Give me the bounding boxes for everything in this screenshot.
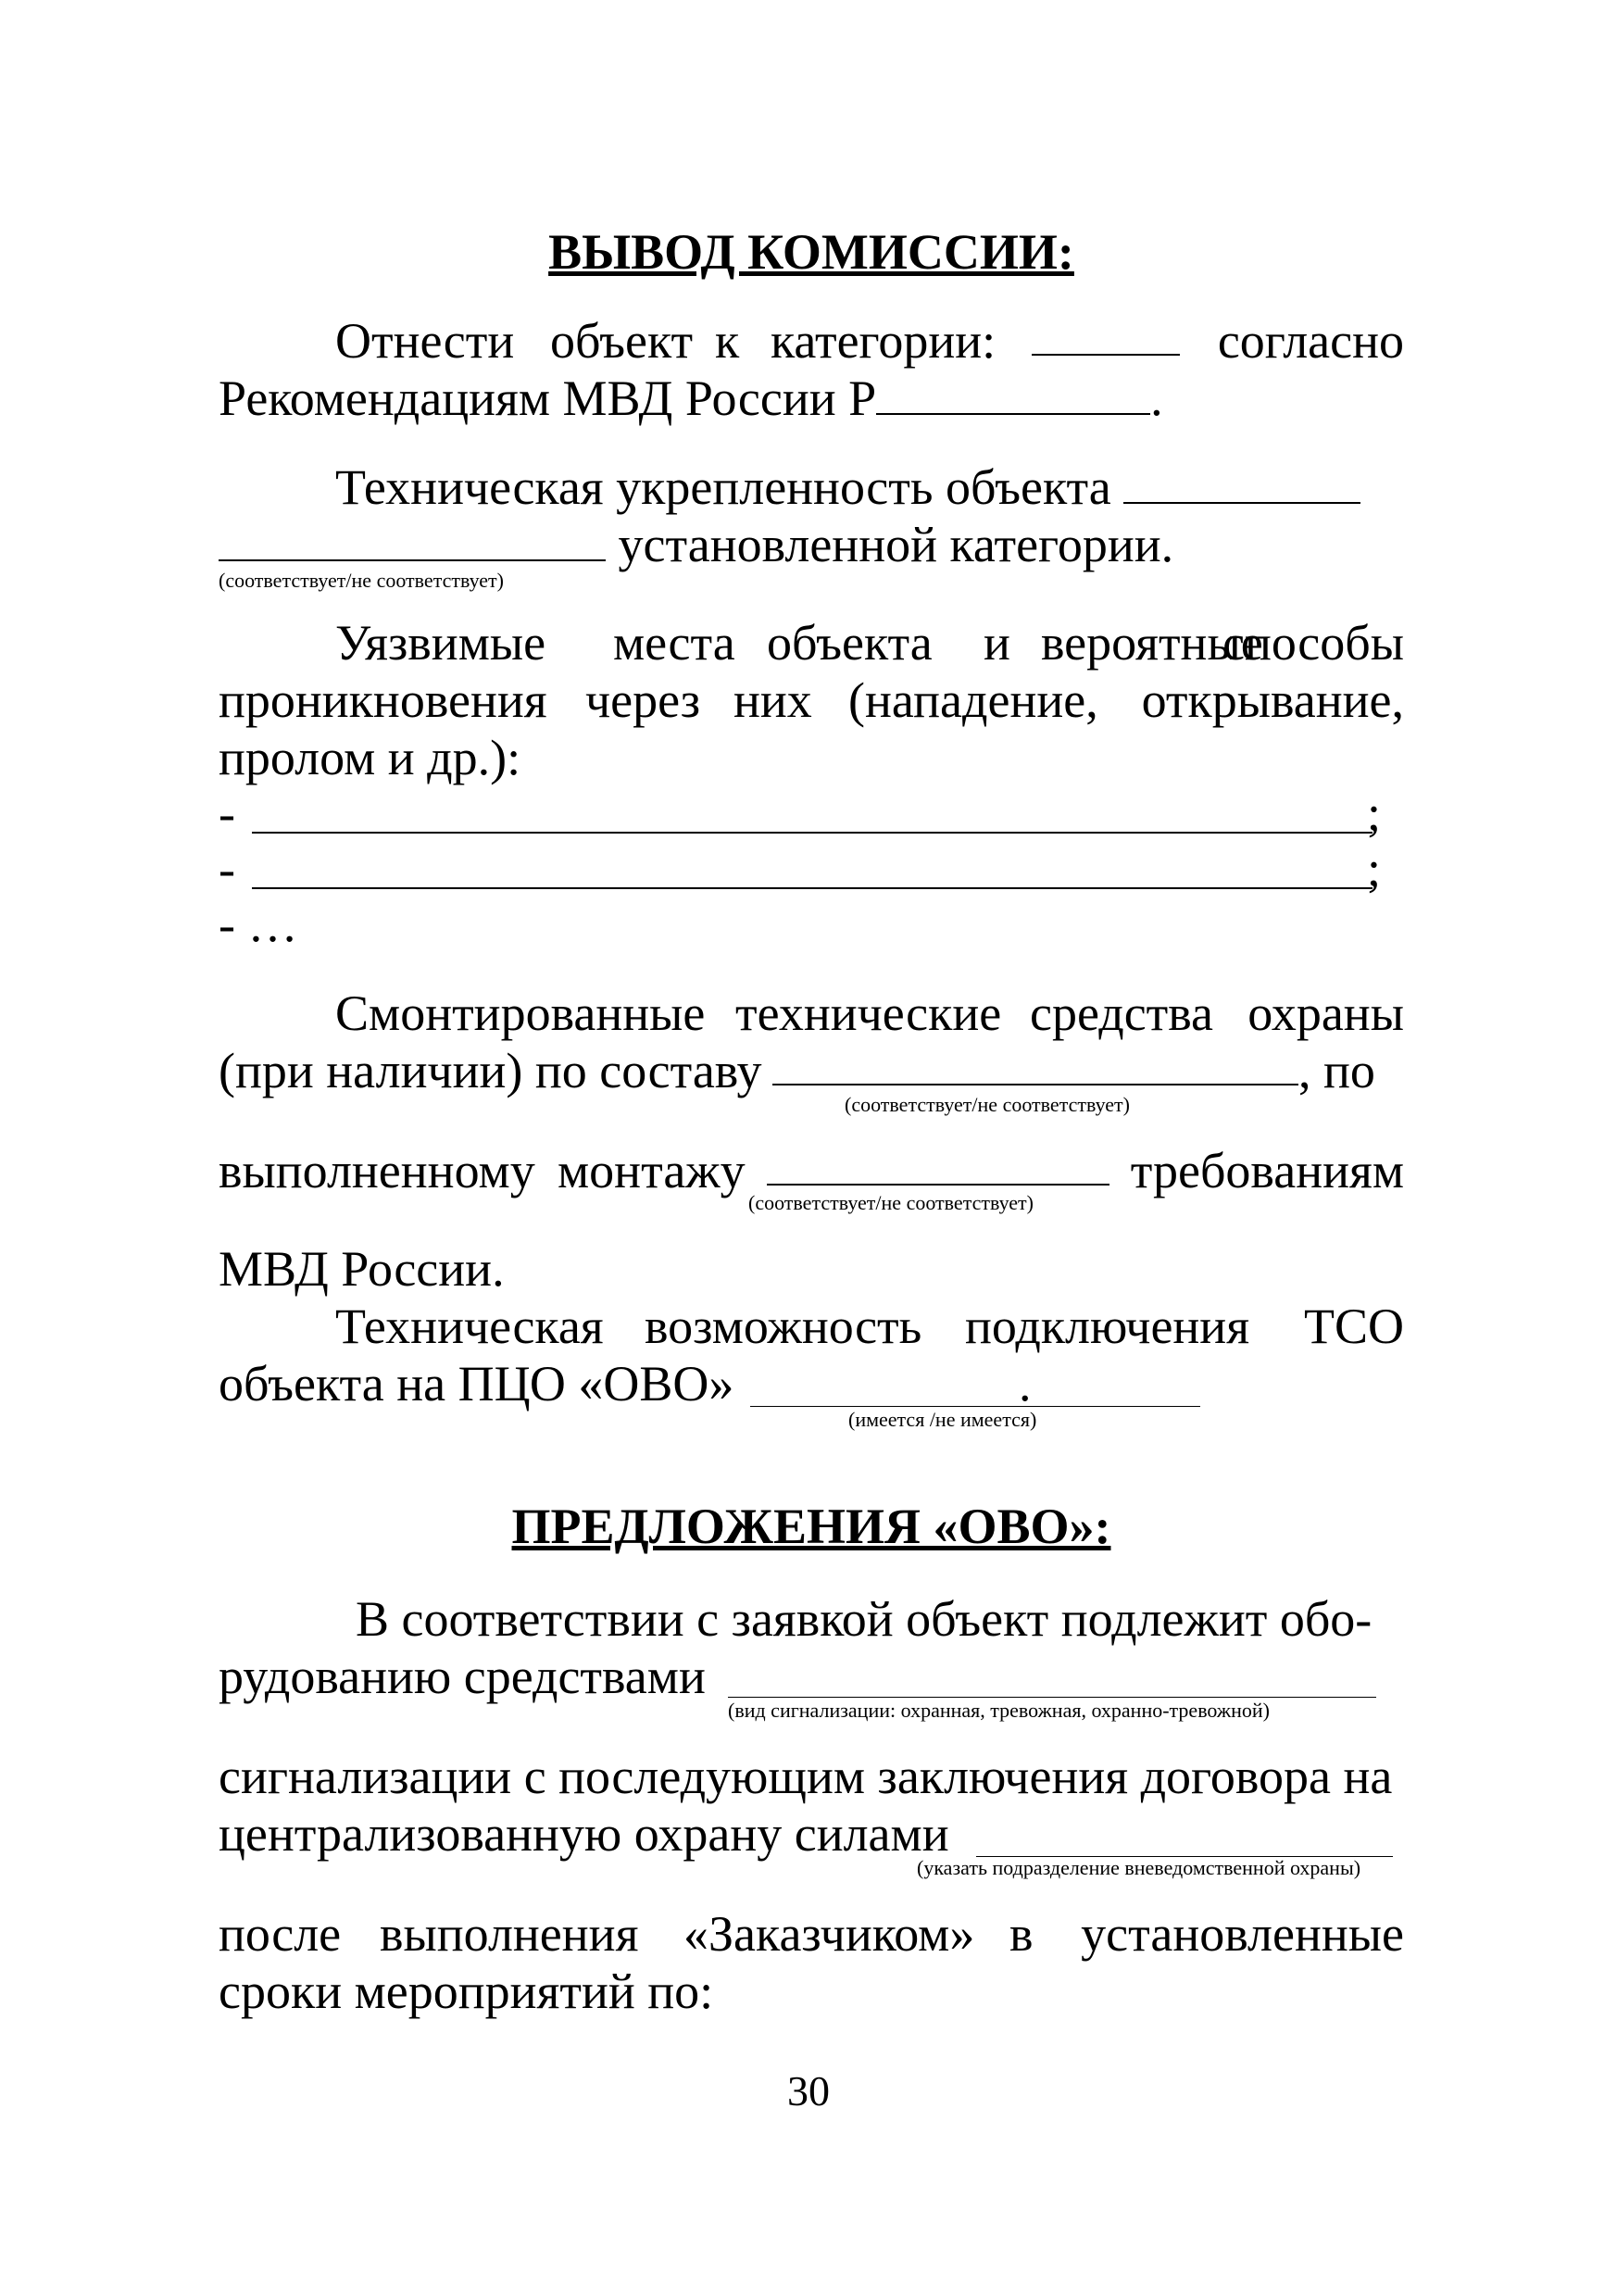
p6-line4: централизованную охрану силами	[219, 1806, 949, 1862]
p3-line2: проникновения через них (нападение, открывание,	[219, 672, 1404, 728]
p1-line2: Рекомендациям МВД России Р .	[219, 370, 1163, 426]
p4-line1: Смонтированные технические средства охраны	[335, 985, 1404, 1041]
p4-note2: (соответствует/не соответствует)	[748, 1191, 1034, 1214]
tso-composition-blank[interactable]	[772, 1041, 1298, 1085]
p4-line4: МВД России.	[219, 1241, 505, 1297]
p4-note1: (соответствует/не соответствует)	[845, 1093, 1130, 1116]
p6-line6: сроки мероприятий по:	[219, 1964, 714, 2019]
p6-line1: В соответствии с заявкой объект подлежит обо-	[356, 1591, 1373, 1647]
page-number: 30	[787, 2067, 830, 2114]
p4-line2: (при наличии) по составу , по	[219, 1043, 1375, 1098]
p5-note: (имеется /не имеется)	[848, 1408, 1037, 1431]
p6-note2: (указать подразделение вневедомственной охраны)	[917, 1856, 1361, 1879]
p6-note1: (вид сигнализации: охранная, тревожная, охранно-тревожной)	[728, 1699, 1270, 1722]
p2-note: (соответствует/не соответствует)	[219, 569, 504, 592]
p6-line5: после выполнения «Заказчиком» в установленные	[219, 1906, 1404, 1962]
vulnerability-item-more: - …	[219, 897, 298, 952]
vulnerability-item-1: - ;	[219, 785, 1382, 841]
vulnerability-item-2: - ;	[219, 841, 1382, 897]
heading-commission-conclusion: ВЫВОД КОМИССИИ:	[548, 224, 1074, 280]
p5-line2: объекта на ПЦО «ОВО» .	[219, 1356, 1032, 1411]
p6-line3: сигнализации с последующим заключения договора на	[219, 1749, 1393, 1804]
vulnerability-line-2[interactable]	[252, 887, 1373, 889]
p2-line1: Техническая укрепленность объекта	[335, 458, 1404, 517]
recommendation-number-blank[interactable]	[876, 370, 1150, 415]
installation-blank[interactable]	[767, 1141, 1109, 1186]
p6-line2: рудованию средствами	[219, 1649, 706, 1704]
p5-line1: Техническая возможность подключения ТСО	[335, 1299, 1404, 1354]
p1-line1: Отнести объект к категории: согласно	[335, 313, 1404, 369]
p3-line3: пролом и др.):	[219, 730, 521, 785]
fortification-blank-a[interactable]	[1123, 459, 1360, 504]
connection-blank[interactable]	[750, 1406, 1200, 1407]
vulnerability-line-1[interactable]	[252, 832, 1373, 834]
heading-ovo-proposals: ПРЕДЛОЖЕНИЯ «ОВО»:	[511, 1499, 1111, 1554]
alarm-type-blank[interactable]	[728, 1697, 1376, 1698]
p4-line3: выполненному монтажу требованиям	[219, 1143, 1404, 1198]
category-blank[interactable]	[1032, 311, 1180, 356]
fortification-blank-b[interactable]	[219, 517, 606, 561]
p2-line2: установленной категории.	[219, 515, 1404, 574]
p3-line1: Уязвимые места объекта и вероятные способы	[335, 615, 1404, 671]
